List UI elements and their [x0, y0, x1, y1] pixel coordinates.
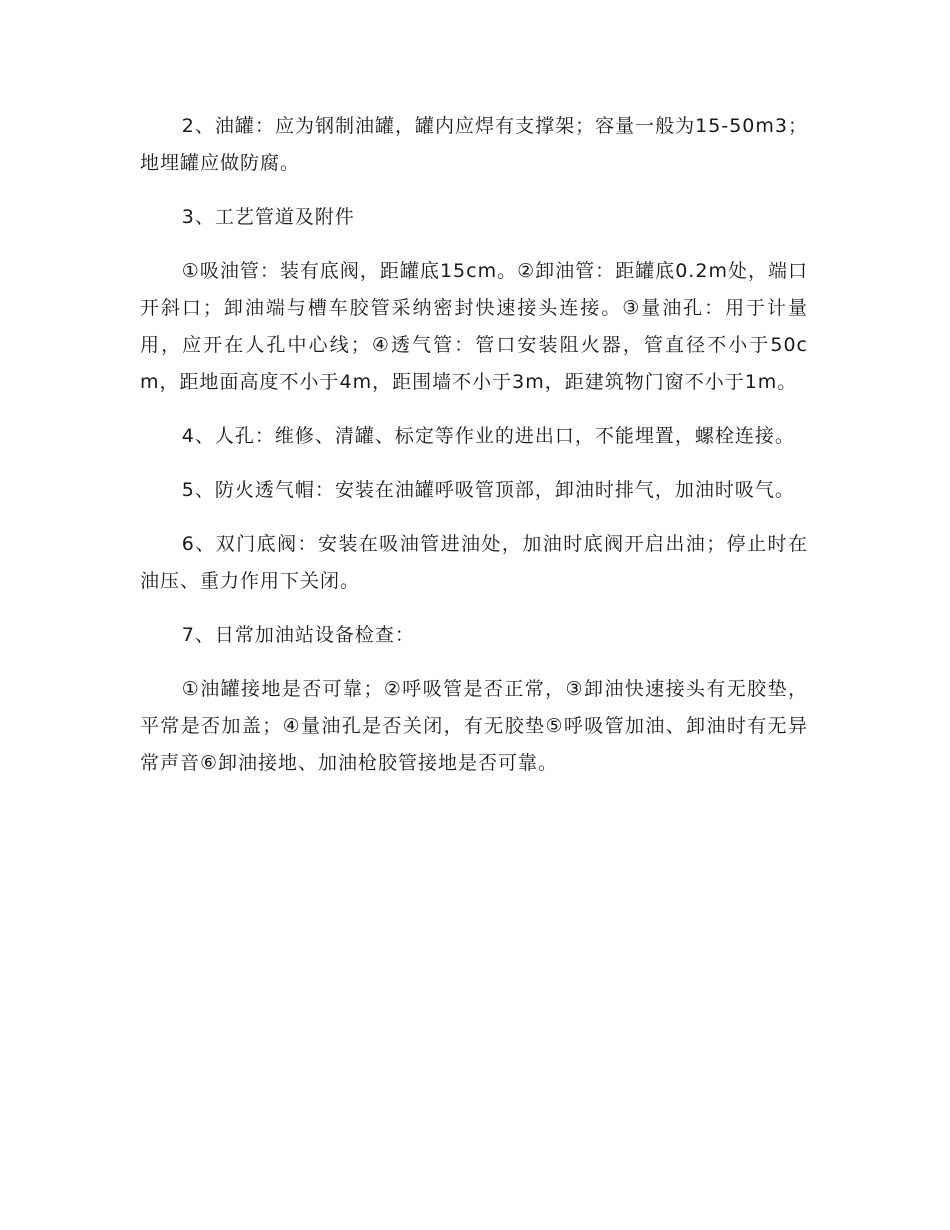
paragraph-inspection-heading: 7、日常加油站设备检查：: [181, 624, 415, 646]
document-page: [140, 108, 808, 799]
paragraph-vent-cap: 5、防火透气帽：安装在油罐呼吸管顶部，卸油时排气，加油时吸气。: [181, 479, 795, 501]
paragraph-manhole: 4、人孔：维修、清罐、标定等作业的进出口，不能埋置，螺栓连接。: [181, 425, 795, 447]
paragraph-pipe-details: ①吸油管：装有底阀，距罐底15cm。②卸油管：距罐底0.2m处，端口开斜口；卸油端与槽车胶管采纳密封快速接头连接。③量油孔：用于计量用，应开在人孔中心线；④透气管：管口安装阻火器，管直径不小于50cm，距地面高度不小于4m，距围墙不小于3m，距建筑物门窗不小于1m。: [140, 260, 808, 393]
paragraph-process-pipes-heading: 3、工艺管道及附件: [181, 206, 355, 228]
paragraph-oil-tank: 2、油罐：应为钢制油罐，罐内应焊有支撑架；容量一般为15-50m3；地埋罐应做防腐。: [140, 115, 808, 174]
paragraph-foot-valve: 6、双门底阀：安装在吸油管进油处，加油时底阀开启出油；停止时在油压、重力作用下关闭。: [140, 533, 808, 592]
paragraph-inspection-items: ①油罐接地是否可靠；②呼吸管是否正常，③卸油快速接头有无胶垫，平常是否加盖；④量油孔是否关闭，有无胶垫⑤呼吸管加油、卸油时有无异常声音⑥卸油接地、加油枪胶管接地是否可靠。: [140, 678, 808, 774]
